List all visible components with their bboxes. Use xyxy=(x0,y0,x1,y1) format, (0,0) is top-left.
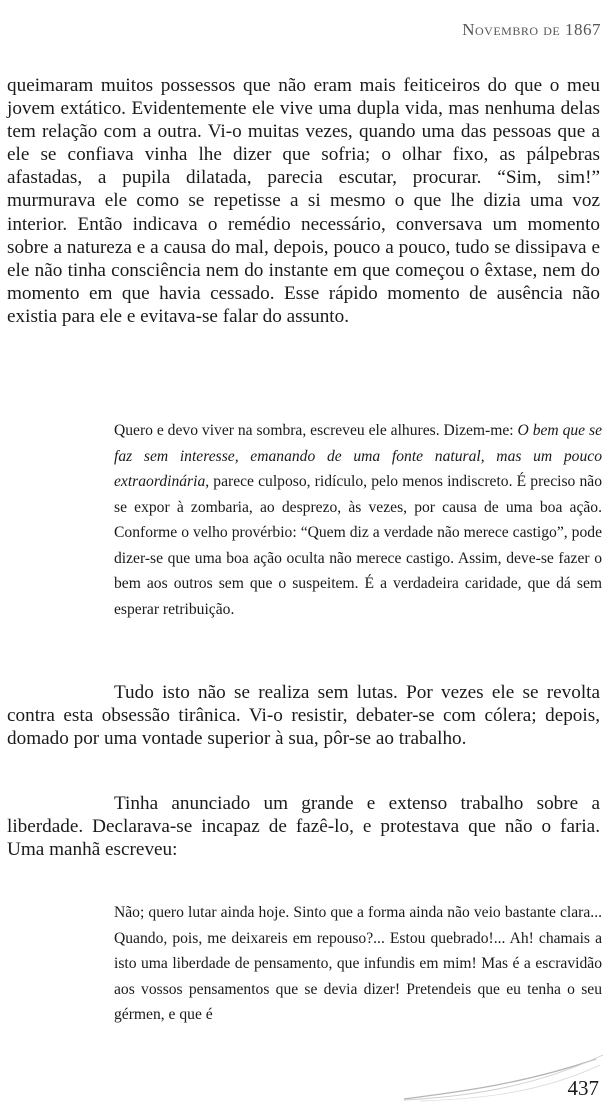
quote-1-text-b: , parece culposo, ridículo, pelo menos indiscreto. É preciso não se expor à zombaria, ao desprezo, às vezes, por causa de uma boa ação. Conforme o velho provérbio: “Quem diz a verdade não merece castigo”, pode dizer-se que uma boa ação oculta não merece castigo. Assim, deve-se fazer o bem aos outros sem que o suspeitem. É a verdadeira caridade, que dá sem esperar retribuição. xyxy=(114,473,602,618)
paragraph-1: queimaram muitos possessos que não eram mais feiticeiros do que o meu jovem extático. Evidentemente ele vive uma dupla vida, mas nenhuma delas tem relação com a outra. Vi-o muitas vezes, quando uma das pessoas que a ele se confiava vinha lhe dizer que sofria; o olhar fixo, as pálpebras afastadas, a pupila dilatada, parecia escutar, procurar. “Sim, sim!” murmurava ele como se repetisse a si mesmo o que lhe dizia uma voz interior. Então indicava o remédio necessário, conversava um momento sobre a natureza e a causa do mal, depois, pouco a pouco, tudo se dissipava e ele não tinha consciência nem do instante em que começou o êxtase, nem do momento em que havia cessado. Esse rápido momento de ausência não existia para ele e evitava-se falar do assunto. xyxy=(7,75,600,327)
running-header: Novembro de 1867 xyxy=(462,20,601,39)
paragraph-3-wrap xyxy=(7,792,600,861)
page-body xyxy=(7,74,600,328)
page-footer xyxy=(0,1049,607,1109)
block-quote-1 xyxy=(114,418,602,622)
paragraph-2-wrap xyxy=(7,681,600,750)
block-quote-2: Não; quero lutar ainda hoje. Sinto que a forma ainda não veio bastante clara... Quando, pois, me deixareis em repouso?... Estou quebrado!... Ah! chamais a isto uma liberdade de pensamento, que infundis em mim! Mas é a escravidão aos vossos pensamentos que se devia dizer! Pretendeis que eu tenha o seu gérmen, e que é xyxy=(114,904,602,1023)
quote-1-text-a: Quero e devo viver na sombra, escreveu ele alhures. Dizem-me: xyxy=(114,422,518,439)
paragraph-3: Tinha anunciado um grande e extenso trabalho sobre a liberdade. Declarava-se incapaz de fazê-lo, e protestava que não o faria. Uma manhã escreveu: xyxy=(7,793,600,861)
footer-swoosh-ornament xyxy=(0,1049,607,1109)
quote-1-italic: O bem que se faz sem interesse, emanando de uma fonte natural, mas um pouco extraordinária xyxy=(114,422,602,490)
page-number: 437 xyxy=(567,1076,599,1100)
paragraph-2: Tudo isto não se realiza sem lutas. Por vezes ele se revolta contra esta obsessão tirânica. Vi-o resistir, debater-se com cólera; depois, domado por uma vontade superior à sua, pôr-se ao trabalho. xyxy=(7,682,600,750)
